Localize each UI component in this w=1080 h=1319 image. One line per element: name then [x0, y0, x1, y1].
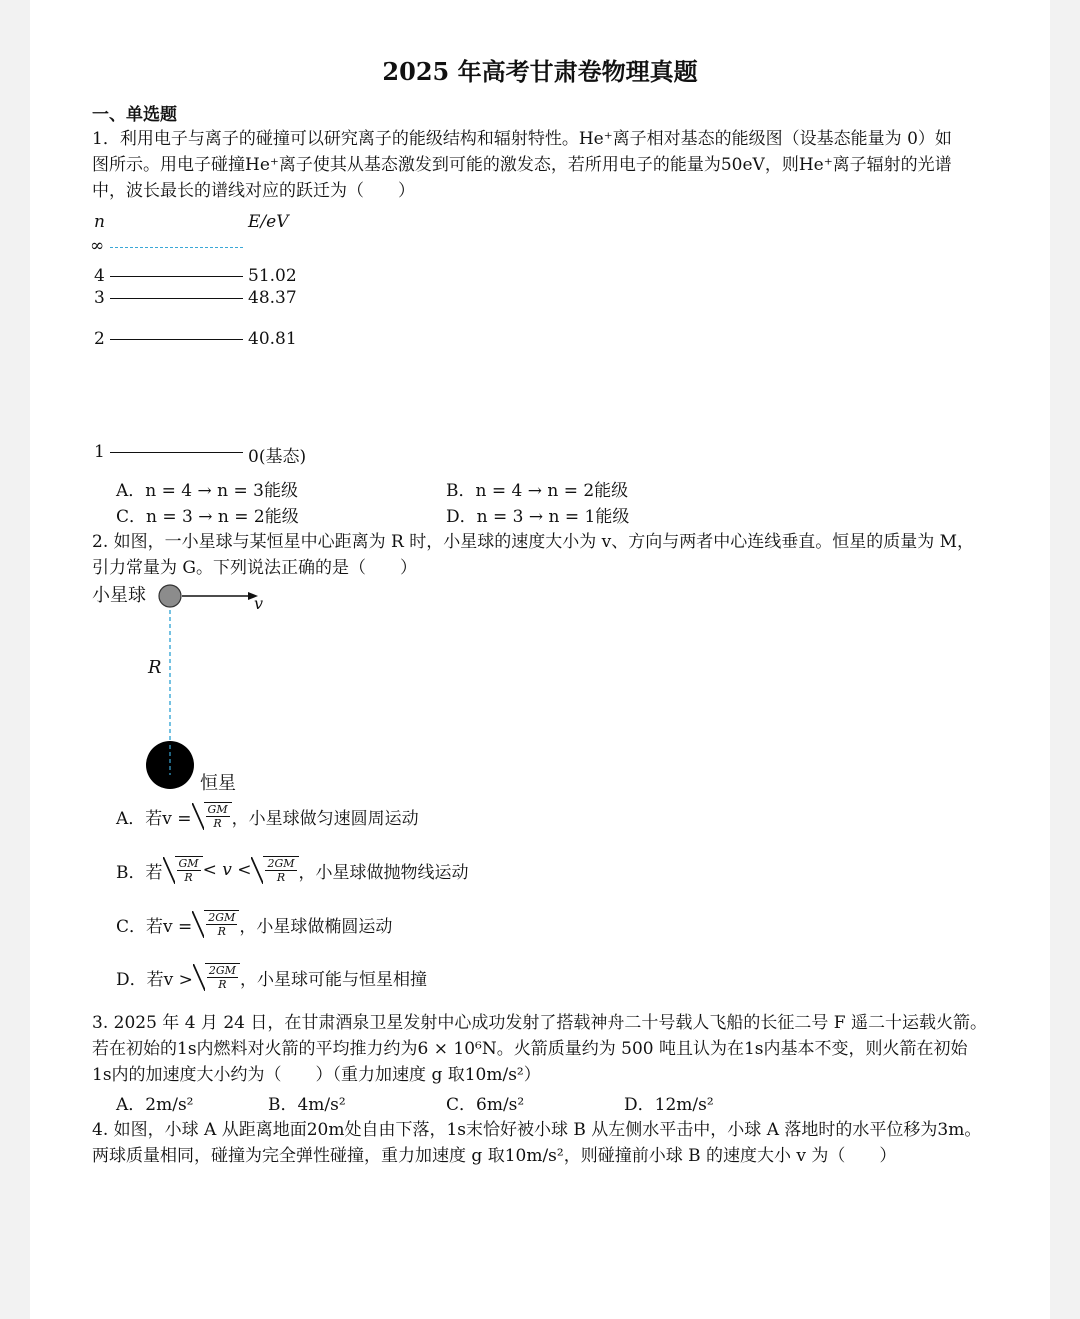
sqrt-2gm-r: $\frac{2GM}{R}$	[263, 856, 298, 884]
level-energy-1: 0(基态)	[248, 447, 307, 467]
q2-option-c-prefix: C．若v =	[116, 916, 193, 937]
sqrt-gm-r: $\frac{GM}{R}$	[175, 856, 203, 884]
q2-option-d	[116, 963, 427, 991]
q2-option-c	[116, 910, 392, 938]
q3-option-a: A．2m/s²	[116, 1095, 194, 1115]
q2-option-b-prefix: B．若	[116, 862, 163, 883]
n-axis-label: n	[94, 212, 105, 232]
q3-option-b: B．4m/s²	[268, 1095, 346, 1115]
q3-text-line-2: 若在初始的1s内燃料对火箭的平均推力约为6 × 10⁶N。火箭质量约为 500 吨且认为在1s内基本不变，则火箭在初始	[92, 1039, 968, 1059]
distance-label: R	[148, 657, 162, 678]
level-energy-4: 51.02	[248, 266, 297, 286]
q2-option-d-prefix: D．若v >	[116, 969, 193, 990]
q1-option-a: A．n = 4 → n = 3能级	[116, 481, 298, 501]
level-energy-2: 40.81	[248, 329, 297, 349]
star-label: 恒星	[200, 773, 236, 794]
q1-option-c: C．n = 3 → n = 2能级	[116, 507, 299, 527]
level-line-3	[110, 298, 243, 299]
level-line-4	[110, 276, 243, 277]
q3-option-d: D．12m/s²	[624, 1095, 714, 1115]
q2-option-a-suffix: ，小星球做匀速圆周运动	[231, 808, 419, 829]
sqrt-2gm-r: $\frac{2GM}{R}$	[204, 910, 239, 938]
q1-text-line-3: 中，波长最长的谱线对应的跃迁为（ ）	[92, 181, 415, 201]
small-planet	[159, 585, 181, 607]
q2-option-a	[116, 802, 419, 830]
energy-axis-label: E/eV	[248, 212, 289, 232]
exam-page	[30, 0, 1050, 1319]
q2-option-d-suffix: ，小星球可能与恒星相撞	[239, 969, 427, 990]
q1-text-line-1: 1．利用电子与离子的碰撞可以研究离子的能级结构和辐射特性。He⁺离子相对基态的能级图（设基态能量为 0）如	[92, 129, 952, 149]
sqrt-2gm-r: $\frac{2GM}{R}$	[205, 963, 240, 991]
orbit-figure	[130, 580, 270, 795]
level-energy-3: 48.37	[248, 288, 297, 308]
q3-option-c: C．6m/s²	[446, 1095, 525, 1115]
section-heading: 一、单选题	[92, 105, 177, 125]
level-label-2: 2	[94, 329, 105, 349]
q2-option-c-suffix: ，小星球做椭圆运动	[239, 916, 393, 937]
q2-option-b-inequality: < v <	[202, 860, 252, 880]
q2-text-line-2: 引力常量为 G。下列说法正确的是（ ）	[92, 558, 417, 578]
q2-option-b	[116, 856, 469, 884]
level-line-1	[110, 452, 243, 453]
q1-option-b: B．n = 4 → n = 2能级	[446, 481, 629, 501]
level-label-1: 1	[94, 442, 105, 462]
q2-text-line-1: 2. 如图，一小星球与某恒星中心距离为 R 时，小星球的速度大小为 v、方向与两者中心连线垂直。恒星的质量为 M，	[92, 532, 975, 552]
level-line-inf	[110, 247, 243, 248]
q3-text-line-3: 1s内的加速度大小约为（ ）（重力加速度 g 取10m/s²）	[92, 1065, 541, 1085]
level-label-4: 4	[94, 266, 105, 286]
velocity-label: v	[254, 594, 264, 613]
q2-option-b-suffix: ，小星球做抛物线运动	[298, 862, 469, 883]
q4-text-line-1: 4. 如图，小球 A 从距离地面20m处自由下落，1s末恰好被小球 B 从左侧水平击中，小球 A 落地时的水平位移为3m。	[92, 1120, 982, 1140]
q3-text-line-1: 3. 2025 年 4 月 24 日，在甘肃酒泉卫星发射中心成功发射了搭载神舟二十号载人飞船的长征二号 F 遥二十运载火箭。	[92, 1013, 987, 1033]
q1-text-line-2: 图所示。用电子碰撞He⁺离子使其从基态激发到可能的激发态，若所用电子的能量为50eV，则He⁺离子辐射的光谱	[92, 155, 952, 175]
level-line-2	[110, 339, 243, 340]
level-label-inf: ∞	[90, 236, 105, 256]
planet-label: 小星球	[92, 585, 146, 606]
q1-option-d: D．n = 3 → n = 1能级	[446, 507, 630, 527]
sqrt-gm-r: $\frac{GM}{R}$	[204, 802, 232, 830]
q2-option-a-prefix: A．若v =	[116, 808, 192, 829]
level-label-3: 3	[94, 288, 105, 308]
page-title: 2025 年高考甘肃卷物理真题	[382, 57, 698, 86]
q4-text-line-2: 两球质量相同，碰撞为完全弹性碰撞，重力加速度 g 取10m/s²，则碰撞前小球 B 的速度大小 v 为（ ）	[92, 1146, 897, 1166]
